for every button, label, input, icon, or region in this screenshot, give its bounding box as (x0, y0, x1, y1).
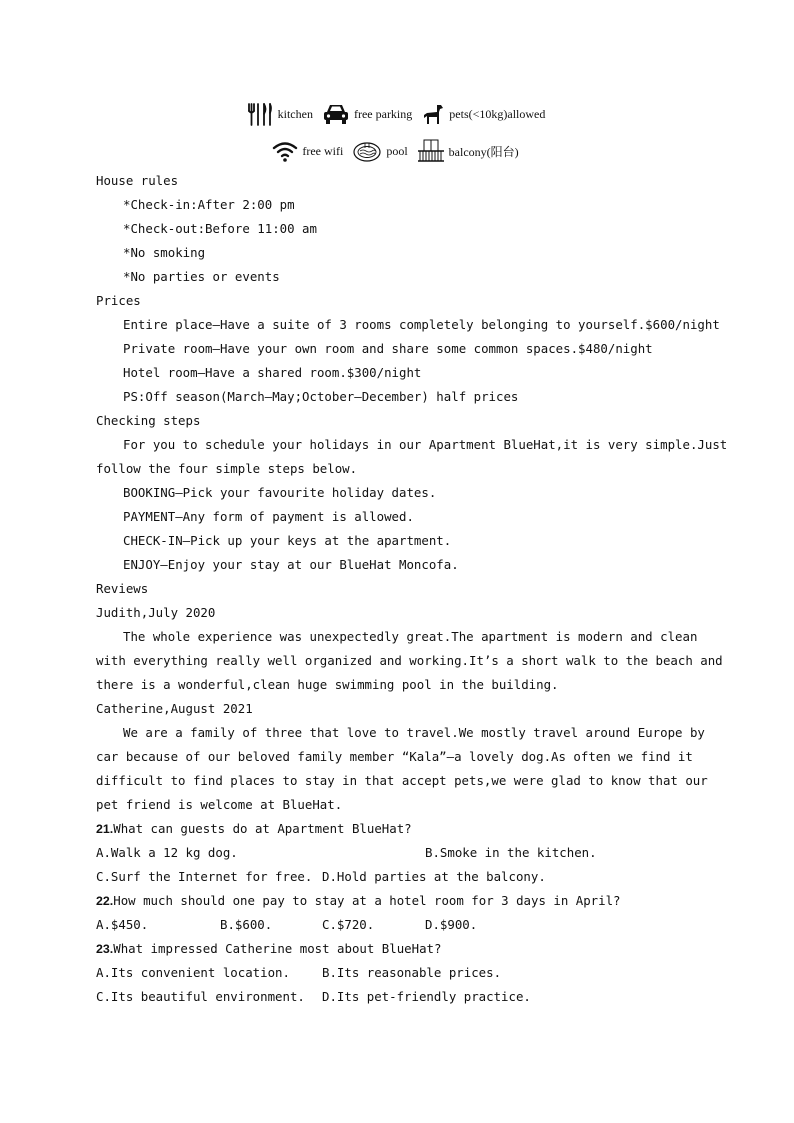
review-text: there is a wonderful,clean huge swimming pool in the building. (96, 677, 559, 692)
amenity-wifi-label: free wifi (302, 143, 344, 158)
price-item: Hotel room—Have a shared room.$300/night (123, 365, 422, 380)
house-rule-item: *Check-in:After 2:00 pm (123, 197, 295, 212)
option-b[interactable]: B.Its reasonable prices. (322, 965, 502, 980)
option-a[interactable]: A.$450. (96, 917, 149, 932)
review-text: with everything really well organized and working.It’s a short walk to the beach and (96, 653, 723, 668)
checking-step: CHECK-IN—Pick up your keys at the apartment. (123, 533, 452, 548)
question-22 (96, 893, 621, 909)
option-b[interactable]: B.Smoke in the kitchen. (425, 845, 597, 860)
dog-icon (421, 102, 445, 126)
house-rules-heading: House rules (96, 173, 179, 188)
option-a[interactable]: A.Its convenient location. (96, 965, 290, 980)
amenity-pets (421, 102, 545, 126)
question-number: 21. (96, 822, 114, 836)
review-author: Judith,July 2020 (96, 605, 216, 620)
option-d[interactable]: D.Hold parties at the balcony. (322, 869, 546, 884)
amenity-pets-label: pets(<10kg)allowed (449, 106, 546, 121)
question-text: What impressed Catherine most about BlueHat? (113, 941, 442, 956)
reviews-heading: Reviews (96, 581, 149, 596)
question-number: 23. (96, 942, 114, 956)
amenity-pool-label: pool (386, 143, 408, 158)
amenity-parking-label: free parking (353, 106, 413, 121)
checking-intro-cont: follow the four simple steps below. (96, 461, 358, 476)
question-text: What can guests do at Apartment BlueHat? (113, 821, 412, 836)
balcony-icon (417, 139, 445, 163)
amenity-parking (322, 103, 412, 125)
option-c[interactable]: C.Its beautiful environment. (96, 989, 305, 1004)
pool-icon (352, 139, 382, 163)
amenity-kitchen (246, 101, 313, 127)
review-author: Catherine,August 2021 (96, 701, 253, 716)
price-item: Entire place—Have a suite of 3 rooms completely belonging to yourself.$600/night (123, 317, 720, 332)
house-rule-item: *Check-out:Before 11:00 am (123, 221, 317, 236)
question-number: 22. (96, 894, 114, 908)
wifi-icon (272, 140, 298, 162)
question-text: How much should one pay to stay at a hotel room for 3 days in April? (113, 893, 621, 908)
price-note: PS:Off season(March—May;October—December) half prices (123, 389, 519, 404)
amenity-balcony (417, 139, 519, 163)
option-a[interactable]: A.Walk a 12 kg dog. (96, 845, 238, 860)
price-item: Private room—Have your own room and share some common spaces.$480/night (123, 341, 653, 356)
checking-step: PAYMENT—Any form of payment is allowed. (123, 509, 414, 524)
option-c[interactable]: C.$720. (322, 917, 375, 932)
amenity-wifi (272, 140, 343, 162)
review-text: The whole experience was unexpectedly great.The apartment is modern and clean (123, 629, 698, 644)
amenity-kitchen-label: kitchen (277, 106, 313, 121)
amenity-pool (352, 139, 407, 163)
question-23 (96, 941, 441, 957)
review-text: pet friend is welcome at BlueHat. (96, 797, 343, 812)
question-21 (96, 821, 412, 837)
review-text: car because of our beloved family member “Kala”—a lovely dog.As often we find it (96, 749, 693, 764)
car-icon (322, 103, 350, 125)
prices-heading: Prices (96, 293, 141, 308)
checking-heading: Checking steps (96, 413, 201, 428)
option-d[interactable]: D.Its pet-friendly practice. (322, 989, 531, 1004)
amenities-row-1 (0, 101, 794, 127)
amenity-balcony-label: balcony(阳台) (448, 144, 519, 159)
amenities-row-2 (0, 139, 794, 163)
house-rule-item: *No smoking (123, 245, 206, 260)
review-text: We are a family of three that love to travel.We mostly travel around Europe by (123, 725, 705, 740)
option-b[interactable]: B.$600. (220, 917, 273, 932)
kitchen-icon (246, 101, 274, 127)
house-rule-item: *No parties or events (123, 269, 280, 284)
checking-step: BOOKING—Pick your favourite holiday dates. (123, 485, 437, 500)
option-c[interactable]: C.Surf the Internet for free. (96, 869, 313, 884)
checking-intro: For you to schedule your holidays in our Apartment BlueHat,it is very simple.Just (123, 437, 728, 452)
checking-step: ENJOY—Enjoy your stay at our BlueHat Moncofa. (123, 557, 459, 572)
review-text: difficult to find places to stay in that accept pets,we were glad to know that our (96, 773, 708, 788)
option-d[interactable]: D.$900. (425, 917, 478, 932)
